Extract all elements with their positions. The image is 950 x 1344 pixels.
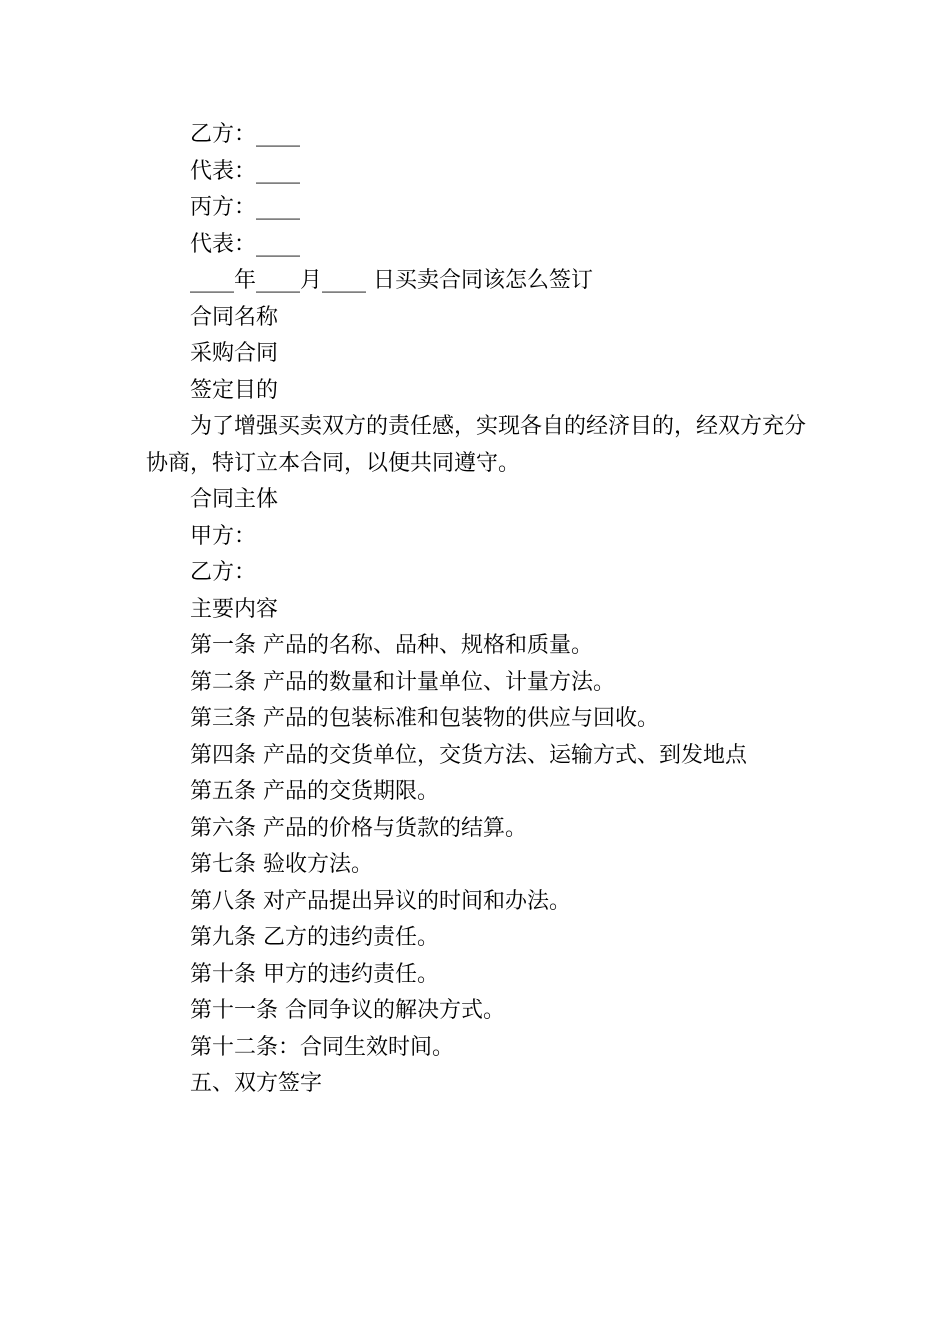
- party-c-line: 丙方：____: [190, 195, 301, 220]
- parties-heading: 合同主体: [190, 487, 279, 512]
- article-10: 第十条 甲方的违约责任。: [190, 961, 439, 987]
- signatures-heading: 五、双方签字: [190, 1071, 323, 1096]
- party-b-line: 乙方：____: [190, 122, 301, 147]
- article-5: 第五条 产品的交货期限。: [190, 779, 439, 804]
- article-11: 第十一条 合同争议的解决方式。: [190, 998, 505, 1023]
- article-7: 第七条 验收方法。: [190, 852, 373, 877]
- party-b-field: 乙方：: [190, 560, 257, 585]
- main-content-heading: 主要内容: [190, 596, 279, 622]
- date-and-heading-line: ____年____月____ 日买卖合同该怎么签订: [190, 268, 593, 293]
- article-1: 第一条 产品的名称、品种、规格和质量。: [190, 633, 593, 658]
- purpose-paragraph: 为了增强买卖双方的责任感，实现各自的经济目的，经双方充分协商，特订立本合同，以便共同遵守。: [146, 414, 807, 476]
- party-a-field: 甲方：: [190, 523, 257, 549]
- article-2: 第二条 产品的数量和计量单位、计量方法。: [190, 669, 615, 695]
- contract-name-value: 采购合同: [190, 341, 279, 366]
- document-body: [146, 117, 812, 1103]
- article-8: 第八条 对产品提出异议的时间和办法。: [190, 888, 571, 914]
- contract-name-heading: 合同名称: [190, 304, 279, 330]
- representative-c-line: 代表：____: [190, 231, 301, 257]
- article-3: 第三条 产品的包装标准和包装物的供应与回收。: [190, 706, 659, 731]
- article-4: 第四条 产品的交货单位，交货方法、运输方式、到发地点: [190, 742, 747, 768]
- purpose-heading: 签定目的: [190, 377, 279, 403]
- article-9: 第九条 乙方的违约责任。: [190, 925, 439, 950]
- representative-b-line: 代表：____: [190, 158, 301, 184]
- article-6: 第六条 产品的价格与货款的结算。: [190, 815, 527, 841]
- article-12: 第十二条：合同生效时间。: [190, 1034, 455, 1060]
